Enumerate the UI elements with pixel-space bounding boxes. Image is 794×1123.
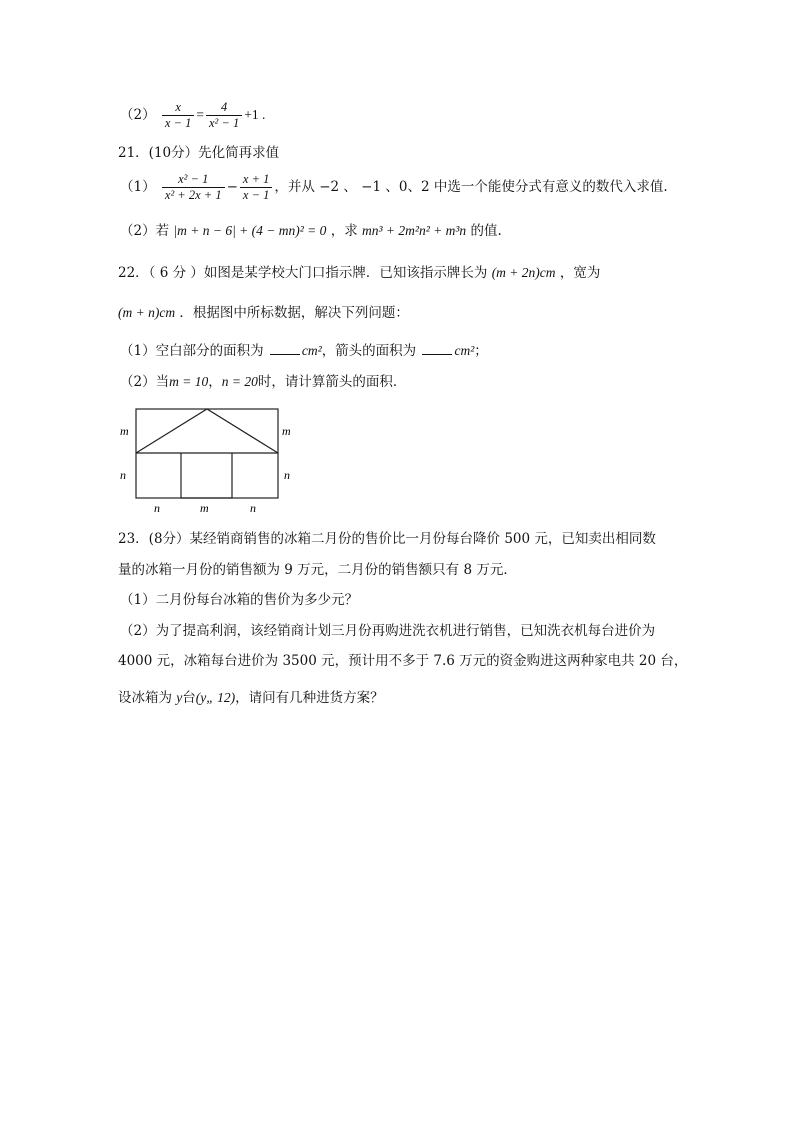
q23-sub2-line2: 4000 元，冰箱每台进价为 3500 元，预计用不多于 7.6 万元的资金购进这两种家电共 20 台， <box>118 653 688 669</box>
label-m-left: m <box>120 424 129 438</box>
q22-sub1-mid: ，箭头的面积为 <box>321 343 417 359</box>
q20-part2-label: （2） <box>120 107 156 123</box>
q20-lhs-numerator: x <box>162 100 194 116</box>
q23-sub1: （1）二月份每台冰箱的售价为多少元？ <box>120 592 359 608</box>
arrow-sign-figure <box>110 402 310 517</box>
answer-blank-2[interactable] <box>422 342 452 355</box>
q23-line1: 23．(8分）某经销商销售的冰箱二月份的售价比一月份每台降价 500 元，已知卖出相同数 <box>118 531 656 547</box>
q21-part2-tail: 的值. <box>470 223 502 239</box>
q22-sub2-tail: 时，请计算箭头的面积． <box>257 374 407 390</box>
q20-rhs-numerator: 4 <box>206 100 242 116</box>
q23-line2: 量的冰箱一月份的销售额为 9 万元，二月份的销售额只有 8 万元． <box>118 562 517 578</box>
q23-var-y: y <box>176 690 183 705</box>
q21-f2-numerator: x + 1 <box>240 172 272 188</box>
label-bottom-n1: n <box>154 501 160 515</box>
q21-part2-mid: ，求 <box>330 223 358 239</box>
q21-fraction-1 <box>162 172 225 203</box>
q23-line3-text: 设冰箱为 <box>118 690 172 706</box>
q22-unit-1: cm² <box>301 343 322 358</box>
q21-part2-expr2: mn³ + 2m²n² + m³n <box>362 223 467 238</box>
q20-lhs-denominator: x − 1 <box>164 116 192 130</box>
q20-rhs-denominator: x² − 1 <box>209 116 240 130</box>
q22-unit-2: cm² <box>454 343 475 358</box>
q22-line1-text: 22．（ 6 分 ）如图是某学校大门口指示牌．已知该指示牌长为 <box>118 265 488 281</box>
q20-equals: = <box>196 107 204 122</box>
q22-sub2 <box>120 373 406 391</box>
answer-blank-1[interactable] <box>270 342 300 355</box>
q21-part1 <box>120 172 668 203</box>
label-m-right: m <box>282 424 291 438</box>
q20-rhs-fraction <box>206 100 242 131</box>
q23-condition: (y„ 12) <box>195 690 236 705</box>
q22-line1-tail: ，宽为 <box>559 265 601 281</box>
label-bottom-n2: n <box>250 501 256 515</box>
q22-sub1-text: （1）空白部分的面积为 <box>120 343 264 359</box>
q20-part2 <box>120 100 265 131</box>
q22-length-expr: (m + 2n)cm <box>491 265 556 280</box>
q21-minus: − <box>226 179 238 195</box>
q21-part2 <box>120 222 502 240</box>
q21-part2-expr: |m + n − 6| + (4 − mn)² = 0 <box>173 223 327 238</box>
q22-sub1 <box>120 342 488 360</box>
q21-part1-label: （1） <box>120 179 156 195</box>
q22-sub1-end: ； <box>474 343 488 359</box>
q21-f1-denominator: x² + 2x + 1 <box>164 188 222 202</box>
q22-m-value: m = 10 <box>169 374 209 389</box>
q22-line2-text: ．根据图中所标数据，解决下列问题： <box>179 305 409 321</box>
q21-fraction-2 <box>240 172 272 203</box>
label-n-left: n <box>120 468 126 482</box>
q21-part2-label: （2）若 <box>120 223 170 239</box>
q21-part1-tail: ，并从 −2 、 −1 、0、2 中选一个能使分式有意义的数代入求值. <box>274 179 668 195</box>
q22-n-value: n = 20 <box>221 374 258 389</box>
label-bottom-m: m <box>200 501 209 515</box>
q23-sub2-line3 <box>118 689 384 707</box>
q22-sub2-sep: ， <box>208 374 222 390</box>
q22-line1 <box>118 264 600 282</box>
q23-line3-unit: 台 <box>182 690 196 706</box>
q21-f2-denominator: x − 1 <box>242 188 270 202</box>
q21-f1-numerator: x² − 1 <box>162 172 225 188</box>
q20-tail: +1 . <box>244 107 266 122</box>
q22-sub2-text: （2）当 <box>120 374 170 390</box>
q23-sub2-line1: （2）为了提高利润，该经销商计划三月份再购进洗衣机进行销售，已知洗衣机每台进价为 <box>120 623 656 639</box>
arrow-head <box>136 409 278 453</box>
q21-heading: 21．(10分）先化简再求值 <box>118 145 280 161</box>
q20-lhs-fraction <box>162 100 194 131</box>
label-n-right: n <box>284 468 290 482</box>
arrow-shaft <box>181 453 232 498</box>
q22-line2 <box>118 304 409 322</box>
q22-width-expr: (m + n)cm <box>118 305 176 320</box>
q23-line3-tail: ，请问有几种进货方案？ <box>235 690 384 706</box>
